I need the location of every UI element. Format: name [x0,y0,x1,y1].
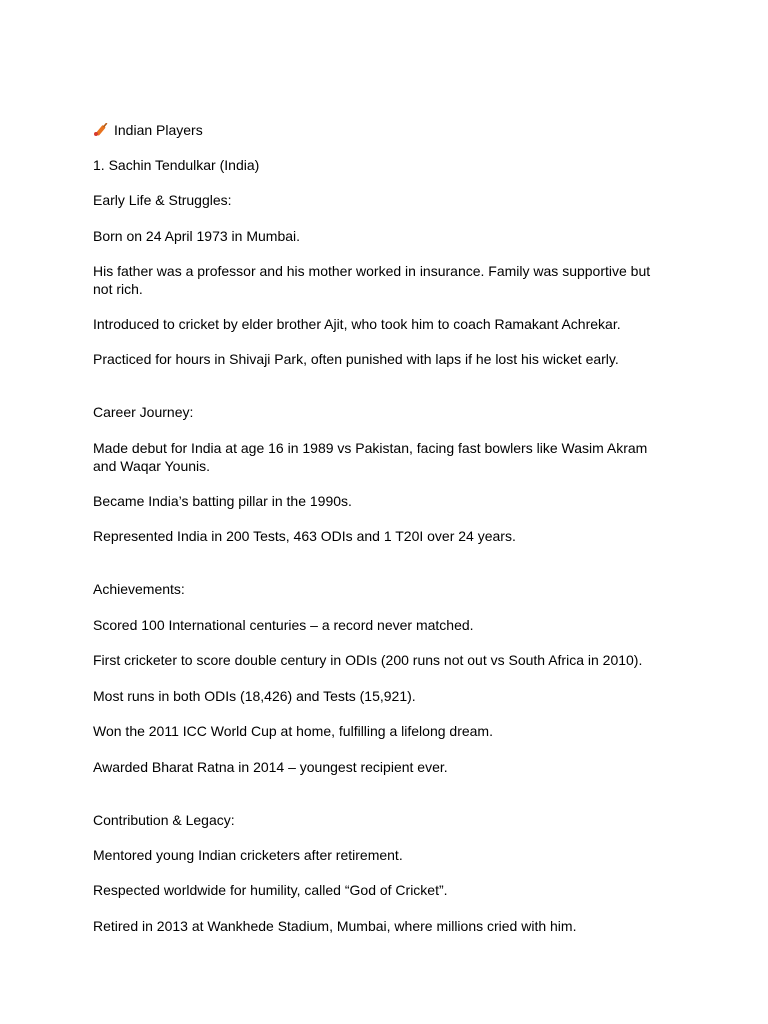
paragraph: Mentored young Indian cricketers after retirement. [93,847,403,863]
section-heading-career: Career Journey: [93,404,194,420]
paragraph: Respected worldwide for humility, called “God of Cricket”. [93,882,448,898]
paragraph: His father was a professor and his mother worked in insurance. Family was supportive but not rich. [93,263,651,297]
section-heading-achievements: Achievements: [93,581,185,597]
paragraph: Represented India in 200 Tests, 463 ODIs and 1 T20I over 24 years. [93,528,516,544]
paragraph: Scored 100 International centuries – a record never matched. [93,617,474,633]
player-heading: 1. Sachin Tendulkar (India) [93,157,260,173]
cricket-bat-icon [93,123,110,137]
document-title-text: Indian Players [114,122,203,138]
document-title [93,121,668,139]
paragraph: Awarded Bharat Ratna in 2014 – youngest recipient ever. [93,759,448,775]
paragraph: First cricketer to score double century in ODIs (200 runs not out vs South Africa in 2010). [93,652,643,668]
section-heading-early-life: Early Life & Struggles: [93,192,232,208]
paragraph: Became India’s batting pillar in the 1990s. [93,493,352,509]
paragraph: Practiced for hours in Shivaji Park, often punished with laps if he lost his wicket early. [93,351,619,367]
paragraph: Introduced to cricket by elder brother Ajit, who took him to coach Ramakant Achrekar. [93,316,621,332]
paragraph: Born on 24 April 1973 in Mumbai. [93,228,301,244]
paragraph: Won the 2011 ICC World Cup at home, fulfilling a lifelong dream. [93,723,493,739]
paragraph: Retired in 2013 at Wankhede Stadium, Mumbai, where millions cried with him. [93,918,577,934]
paragraph: Made debut for India at age 16 in 1989 vs Pakistan, facing fast bowlers like Wasim Akram and Waqar Younis. [93,440,648,474]
paragraph: Most runs in both ODIs (18,426) and Tests (15,921). [93,688,416,704]
section-heading-legacy: Contribution & Legacy: [93,812,235,828]
